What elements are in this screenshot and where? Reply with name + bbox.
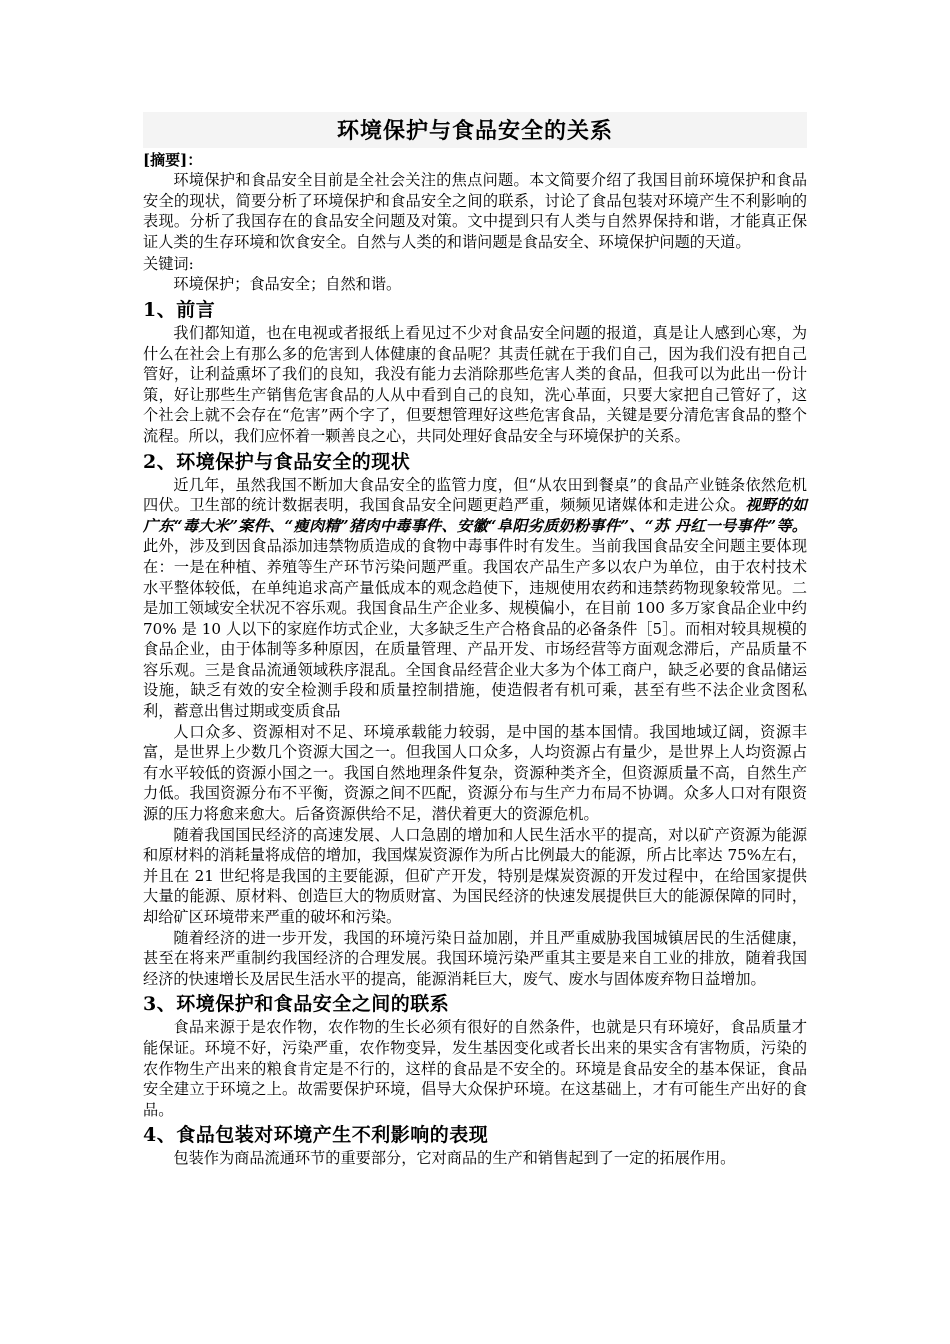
keywords-label: 关键词: <box>143 255 194 274</box>
section-4-paragraph: 包装作为商品流通环节的重要部分，它对商品的生产和销售起到了一定的拓展作用。 <box>173 1149 736 1168</box>
section-1-paragraph: 我们都知道，也在电视或者报纸上看见过不少对食品安全问题的报道，真是让人感到心寒，为什么在社会上有那么多的危害到人体健康的食品呢？其责任就在于我们自己，因为我们没有把自己管好，让利益熏坏了我们的良知，我没有能力去消除那些危害人类的食品，但我可以为此出一份计策，好让那些生产销售危害食品的人从中看到自己的良知，洗心革面，只要大家把自己管好了，这个社会上就不会存在“危害”两个字了，但要想管理好这些危害食品，关键是要分清危害食品的整个流程。所以，我们应怀着一颗善良之心，共同处理好食品安全与环境保护的关系。 <box>143 323 807 445</box>
section-2-paragraph-1 <box>143 475 807 722</box>
document-page <box>143 112 807 1169</box>
section-heading-3: 3、环境保护和食品安全之间的联系 <box>143 993 450 1016</box>
section-2-emphasis: 视野的如广东“毒大米”案件、“瘦肉精”猪肉中毒事件、安徽“阜阳劣质奶粉事件”、“苏 丹红一号事件”等。 <box>143 496 808 535</box>
section-heading-2: 2、环境保护与食品安全的现状 <box>143 450 411 473</box>
keywords-paragraph: 环境保护；食品安全；自然和谐。 <box>173 275 402 294</box>
section-heading-4: 4、食品包装对环境产生不利影响的表现 <box>143 1124 489 1147</box>
section-3-paragraph: 食品来源于是农作物，农作物的生长必须有很好的自然条件，也就是只有环境好，食品质量才能保证。环境不好，污染严重，农作物变异，发生基因变化或者长出来的果实含有害物质，污染的农作物生产出来的粮食肯定是不行的，这样的食品是不安全的。环境是食品安全的基本保证，食品安全建立于环境之上。故需要保护环境，倡导大众保护环境。在这基础上，才有可能生产出好的食品。 <box>143 1018 807 1119</box>
section-2-text-a: 近几年，虽然我国不断加大食品安全的监管力度，但“从农田到餐桌”的食品产业链条依然危机四伏。卫生部的统计数据表明，我国食品安全问题更趋严重，频频见诸媒体和走进公众。 <box>143 475 807 515</box>
section-2-paragraph-4: 随着经济的进一步开发，我国的环境污染日益加剧，并且严重威胁我国城镇居民的生活健康，甚至在将来严重制约我国经济的合理发展。我国环境污染严重其主要是来自工业的排放，随着我国经济的快速增长及居民生活水平的提高，能源消耗巨大，废气、废水与固体废弃物日益增加。 <box>143 928 807 988</box>
abstract-paragraph: 环境保护和食品安全目前是全社会关注的焦点问题。本文简要介绍了我国目前环境保护和食品安全的现状，简要分析了环境保护和食品安全之间的联系，讨论了食品包装对环境产生不利影响的表现。分析了我国存在的食品安全问题及对策。文中提到只有人类与自然界保持和谐，才能真正保证人类的生存环境和饮食安全。自然与人类的和谐问题是食品安全、环境保护问题的天道。 <box>143 171 807 251</box>
abstract-label: [摘要]： <box>143 151 203 169</box>
page-title: 环境保护与食品安全的关系 <box>143 112 807 148</box>
section-2-paragraph-3: 随着我国国民经济的高速发展、人口急剧的增加和人民生活水平的提高，对以矿产资源为能源和原材料的消耗量将成倍的增加，我国煤炭资源作为所占比例最大的能源，所占比率达 75%左右，并且在 21 世纪将是我国的主要能源，但矿产开发，特别是煤炭资源的开发过程中，在给国家提供大量的能源、原材料、创造巨大的物质财富、为国民经济的快速发展提供巨大的能源保障的同时，却给矿区环境带来严重的破坏和污染。 <box>143 825 807 926</box>
section-heading-1: 1、前言 <box>143 298 216 321</box>
section-2-text-b: 此外，涉及到因食品添加违禁物质造成的食物中毒事件时有发生。当前我国食品安全问题主要体现在：一是在种植、养殖等生产环节污染问题严重。我国农产品生产多以农户为单位，由于农村技术水平整体较低，在单纯追求高产量低成本的观念趋使下，违规使用农药和违禁药物现象较常见。二是加工领域安全状况不容乐观。我国食品生产企业多、规模偏小，在目前 100 多万家食品企业中约 70% 是 10 人以下的家庭作坊式企业，大多缺乏生产合格食品的必备条件［5］。而相对较具规模的食品企业，由于体制等多种原因，在质量管理、产品开发、市场经营等方面观念滞后，产品质量不容乐观。三是食品流通领域秩序混乱。全国食品经营企业大多为个体工商户，缺乏必要的食品储运设施，缺乏有效的安全检测手段和质量控制措施，使造假者有机可乘，甚至有些不法企业贪图私利，蓄意出售过期或变质食品 <box>143 537 807 721</box>
section-2-paragraph-2: 人口众多、资源相对不足、环境承载能力较弱，是中国的基本国情。我国地域辽阔，资源丰富，是世界上少数几个资源大国之一。但我国人口众多，人均资源占有量少，是世界上人均资源占有水平较低的资源小国之一。我国自然地理条件复杂，资源种类齐全，但资源质量不高，自然生产力低。我国资源分布不平衡，资源之间不匹配，资源分布与生产力布局不协调。众多人口对有限资源的压力将愈来愈大。后备资源供给不足，潜伏着更大的资源危机。 <box>143 722 807 824</box>
